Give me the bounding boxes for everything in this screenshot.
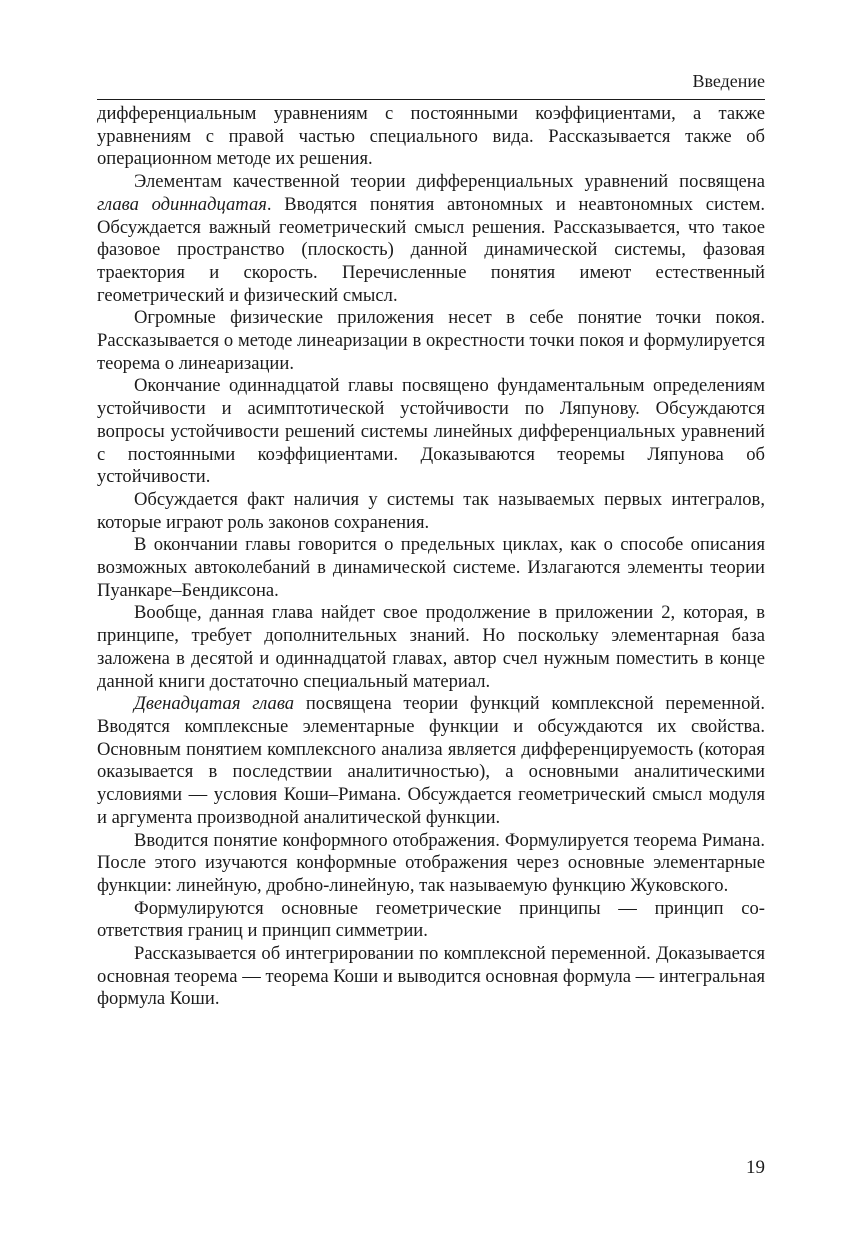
- text-run: . Вводятся понятия автономных и неавтономных систем. Обсуждается важный геометрический смысл решения. Рассказывается, что такое фазовое пространство (плоскость) данной динамической системы, фазовая траектория и скорость. Перечисленные понятия имеют естественный геометрический и физический смысл.: [97, 193, 766, 306]
- text-run: Формулируются основные геометрические принципы — принцип соответствия границ и принцип симметрии.: [97, 897, 765, 942]
- paragraph: [97, 103, 765, 171]
- emphasized-text: глава одиннадцатая: [97, 193, 267, 215]
- body-text: [97, 103, 765, 1011]
- page-number: 19: [746, 1157, 765, 1178]
- paragraph: [97, 534, 765, 602]
- text-run: Окончание одиннадцатой главы посвящено фундаментальным определениям устойчивости и асимптотической устойчивости по Ляпунову. Обсуждаются вопросы устойчивости решений системы линейных дифференциальных уравнений с постоянными коэффициентами. Доказываются теоремы Ляпунова об устойчивости.: [97, 375, 765, 488]
- emphasized-text: Двенадцатая глава: [134, 693, 295, 715]
- text-run: Вводится понятие конформного отображения. Формулируется теорема Римана. После этого изучаются конформные отображения через основные элементарные функции: линейную, дробно-линейную, так называемую функцию Жуковского.: [97, 829, 765, 896]
- paragraph: [97, 943, 765, 1011]
- text-run: дифференциальным уравнениям с постоянными коэффициентами, а также уравнениям с правой частью специального вида. Рассказывается также об операционном методе их решения.: [97, 103, 765, 170]
- text-run: Огромные физические приложения несет в себе понятие точки покоя. Рассказывается о методе линеаризации в окрестности точки покоя и формулируется теорема о линеаризации.: [97, 307, 765, 374]
- text-run: посвящена теории функций комплексной переменной. Вводятся комплексные элементарные функции и обсуждаются их свойства. Основным понятием комплексного анализа является дифференцируемость (которая оказывается в последствии аналитичностью), а основными аналитическими условиями — условия Коши–Римана. Обсуждается геометрический смысл модуля и аргумента производной аналитической функции.: [97, 693, 766, 828]
- paragraph: [97, 307, 765, 375]
- paragraph: [97, 489, 765, 534]
- paragraph: [97, 171, 765, 307]
- text-run: В окончании главы говорится о предельных циклах, как о способе описания возможных автоколебаний в динамической системе. Излагаются элементы теории Пуанкаре–Бендиксона.: [97, 534, 765, 601]
- text-run: Вообще, данная глава найдет свое продолжение в приложении 2, которая, в принципе, требует дополнительных знаний. Но поскольку элементарная база заложена в десятой и одиннадцатой главах, автор счел нужным поместить в конце данной книги достаточно специальный материал.: [97, 602, 765, 692]
- text-run: Обсуждается факт наличия у системы так называемых первых интегралов, которые играют роль законов сохранения.: [97, 488, 765, 533]
- paragraph: [97, 693, 765, 829]
- header-rule: [97, 99, 765, 100]
- paragraph: [97, 375, 765, 489]
- paragraph: [97, 602, 765, 693]
- text-run: Рассказывается об интегрировании по комплексной переменной. Доказывается основная теорема — теорема Коши и выводится основная формула — интегральная формула Коши.: [97, 943, 766, 1010]
- paragraph: [97, 830, 765, 898]
- text-run: Элементам качественной теории дифференциальных уравнений посвящена: [134, 171, 765, 193]
- running-head: Введение: [692, 71, 765, 91]
- paragraph: [97, 898, 765, 943]
